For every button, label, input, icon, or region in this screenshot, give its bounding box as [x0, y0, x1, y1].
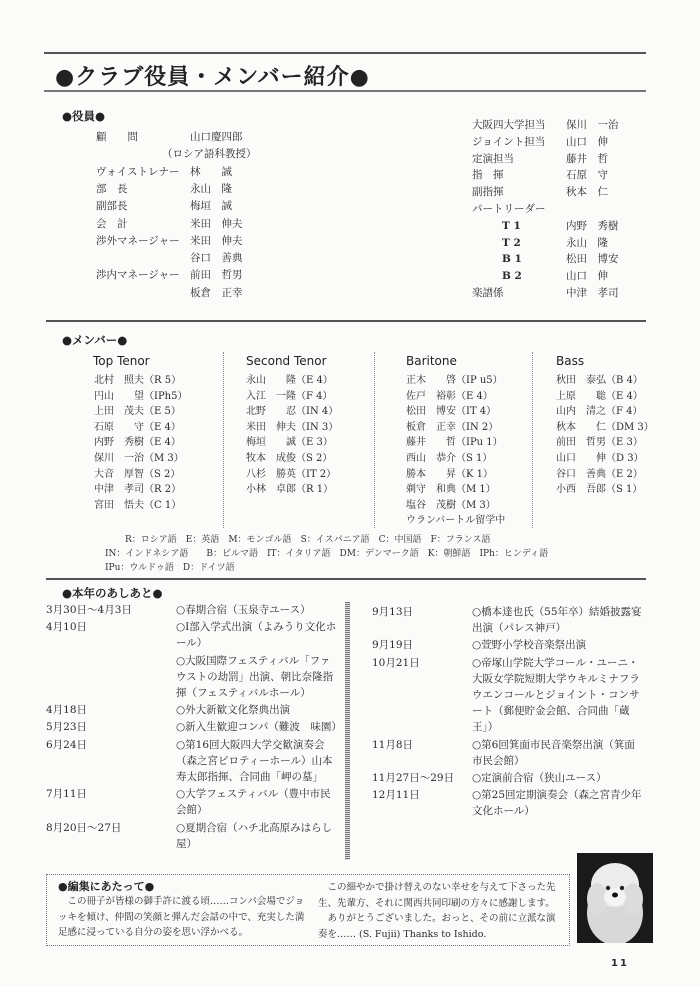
officer-role: 顧 問 — [96, 131, 138, 143]
member-entry: 円山 望（IPh5） — [94, 390, 188, 402]
history-event — [372, 655, 644, 736]
member-entry: 谷口 善典（E 2） — [556, 468, 643, 480]
member-entry: 板倉 正幸（IN 2） — [406, 421, 499, 433]
event-description: ○第25回定期演奏会（森之宮青少年文化ホール） — [472, 789, 642, 818]
event-date: 7月11日 — [46, 788, 88, 801]
member-entry: 大音 厚智（S 2） — [94, 468, 181, 480]
officer-role: ヴォイストレナー — [96, 165, 180, 178]
officer-name: 米田 伸夫 — [190, 217, 243, 230]
language-legend-1: R：ロシア語 E：英語 M：モンゴル語 S：イスパニア語 C：中国語 F：フランス語 — [125, 535, 491, 545]
event-date: 4月18日 — [46, 704, 88, 717]
member-entry: 八杉 勝英（IT 2） — [246, 468, 337, 480]
part-heading: Top Tenor — [93, 354, 150, 368]
part-heading: Baritone — [406, 354, 457, 368]
member-entry: 西山 恭介（S 1） — [406, 453, 493, 464]
editorial-right-text-1: この細やかで掛け替えのない幸せを与えて下さった先生、先輩方、それに関西共同印刷の方々に感謝します。 — [318, 882, 556, 909]
officer-role: B 2 — [502, 270, 522, 283]
member-entry: 山内 清之（F 4） — [556, 406, 643, 418]
officer-name: 山口慶四郎 — [190, 131, 243, 143]
event-date: 3月30日～4月3日 — [46, 604, 132, 616]
member-entry: 永山 隆（E 4） — [246, 375, 333, 386]
member-entry: 北野 忍（IN 4） — [246, 406, 339, 418]
member-entry: 保川 一治（M 3） — [94, 453, 184, 464]
history-event — [46, 719, 342, 735]
member-entry: 藤井 哲（IPu 1） — [406, 437, 503, 449]
history-event — [46, 653, 338, 702]
history-event — [46, 786, 338, 818]
officer-name: 中津 孝司 — [566, 287, 619, 299]
history-event — [372, 637, 644, 653]
event-description: ○橋本達也氏（55年卒）結婚披露宴出演（パレス神戸） — [472, 606, 642, 635]
member-entry: 塩谷 茂樹（M 3） — [406, 499, 496, 511]
event-date: 11月8日 — [372, 738, 414, 751]
event-date: 6月24日 — [46, 738, 88, 751]
part-heading: Bass — [556, 354, 585, 368]
officer-name: 山口 伸 — [566, 135, 608, 148]
event-description: ○第16回大阪四大学交歓演奏会（森之宮ピロティーホール）山本寿太郎指揮、合同曲「岬の墓」 — [176, 738, 333, 783]
member-entry: 牧本 成俊（S 2） — [246, 453, 333, 464]
column-divider — [374, 352, 375, 528]
top-rule — [44, 52, 646, 54]
member-entry: 松田 博安（IT 4） — [406, 406, 497, 418]
officer-role: 渉内マネージャー — [96, 269, 180, 282]
officer-role: 副部長 — [96, 200, 128, 213]
event-description: ○春期合宿（玉泉寺ユース） — [176, 604, 311, 616]
title-rule — [44, 90, 646, 92]
event-date: 8月20日～27日 — [46, 821, 122, 834]
editorial-left-text: この冊子が皆様の御手許に渡る頃……コンパ会場でジョッキを傾け、仲間の笑顔と弾んだ会話の中で、充実した満足感に浸っている自分の姿を思い浮かべる。 — [58, 896, 305, 938]
officer-name: 内野 秀樹 — [566, 219, 619, 232]
member-entry: 上原 聡（E 4） — [556, 390, 643, 402]
event-description: ○帝塚山学院大学コール・ユーニ・大阪女学院短期大学ウキルミナフラウエンコールとジョイント・コンサート（郵便貯金会館、合同曲「蔵王」） — [472, 656, 640, 734]
member-entry: 小西 吾郎（S 1） — [556, 484, 643, 496]
members-rule — [46, 578, 646, 580]
page-title: ●クラブ役員・メンバー紹介● — [55, 65, 370, 90]
member-entry: 小林 卓郎（R 1） — [246, 484, 334, 496]
history-event — [46, 820, 338, 850]
event-date: 9月19日 — [372, 639, 414, 652]
event-date: 11月27日～29日 — [372, 772, 455, 784]
officers-heading: ●役員● — [62, 109, 106, 123]
event-date: 10月21日 — [372, 656, 420, 669]
event-description: ○萱野小学校音楽祭出演 — [472, 639, 587, 652]
member-entry: 内野 秀樹（E 4） — [94, 437, 181, 449]
officer-role: 副指揮 — [472, 186, 504, 199]
officer-role: 楽譜係 — [472, 287, 504, 299]
column-divider — [532, 352, 533, 528]
member-entry: 剃守 和典（M 1） — [406, 484, 496, 496]
member-entry: 梅垣 誠（E 3） — [246, 437, 333, 449]
officer-role: ジョイント担当 — [472, 135, 546, 148]
member-entry: 前田 哲男（E 3） — [556, 437, 643, 449]
history-event — [372, 737, 644, 769]
event-description: ○新入生歓迎コンパ（難波 味園） — [176, 721, 342, 734]
member-entry: 正木 啓（IP u5） — [406, 375, 503, 386]
history-event — [372, 770, 644, 786]
history-event — [372, 604, 644, 636]
history-event — [46, 619, 338, 651]
history-event — [372, 787, 644, 819]
member-entry: 石原 守（E 4） — [94, 421, 181, 433]
officer-name: 林 誠 — [190, 165, 232, 178]
member-entry: 上田 茂夫（E 5） — [94, 406, 181, 418]
event-description: ○Ⅰ部入学式出演（よみうり文化ホール） — [176, 621, 337, 650]
editorial-heading: ●編集にあたって● — [58, 880, 155, 893]
officer-role: B 1 — [502, 253, 522, 266]
officer-name: 前田 哲男 — [190, 269, 243, 282]
history-event — [46, 602, 338, 618]
officer-name: 秋本 仁 — [566, 186, 608, 199]
member-entry: 中津 孝司（R 2） — [94, 484, 182, 496]
event-description: ○大学フェスティバル（豊中市民会館） — [176, 788, 331, 817]
officer-name: 松田 博安 — [566, 253, 619, 266]
event-date: 12月11日 — [372, 789, 420, 802]
member-entry: 宮田 悟夫（C 1） — [94, 499, 182, 511]
officer-role: 大阪四大学担当 — [472, 119, 546, 131]
officer-name: 谷口 善典 — [190, 252, 243, 265]
language-legend-3: IPu：ウルドゥ語 D：ドイツ語 — [105, 563, 235, 573]
event-description: ○外大新歓文化祭典出演 — [176, 704, 291, 717]
poodle-photo-icon — [577, 853, 653, 943]
officer-name: 山口 伸 — [566, 270, 608, 283]
officers-rule — [46, 320, 646, 322]
editorial-right-text-2: ありがとうございました。おっと、その前に立派な演奏を…… (S. Fujii) Thanks to Ishido. — [318, 913, 556, 940]
language-legend-2: IN：インドネシア語 B：ビルマ語 IT：イタリア語 DM：デンマーク語 K：朝鮮語 IPh：ヒンディ語 — [105, 549, 549, 559]
history-heading: ●本年のあしあと● — [62, 586, 163, 600]
officer-role: 部 長 — [96, 182, 128, 195]
officer-name: 永山 隆 — [566, 236, 608, 249]
officer-name: 石原 守 — [566, 169, 608, 182]
officer-role: パートリーダー — [472, 203, 546, 215]
event-description: ○大阪国際フェスティバル「ファウストの劫罰」出演、朝比奈隆指揮（フェスティバルホール） — [176, 654, 334, 699]
history-event — [46, 737, 338, 786]
event-date: 5月23日 — [46, 721, 88, 734]
officer-name: 藤井 哲 — [566, 152, 608, 165]
officer-role: 渉外マネージャー — [96, 234, 180, 247]
event-date: 4月10日 — [46, 621, 88, 634]
member-entry: 山口 伸（D 3） — [556, 453, 644, 464]
member-entry: 米田 伸夫（IN 3） — [246, 421, 339, 433]
member-entry: 北村 照夫（R 5） — [94, 375, 182, 386]
member-entry: 勝本 昇（K 1） — [406, 468, 494, 480]
members-heading: ●メンバー● — [62, 333, 128, 347]
officer-name: 米田 伸夫 — [190, 234, 243, 247]
history-divider — [345, 602, 350, 860]
officer-role: T 1 — [502, 219, 521, 232]
member-entry: 秋田 泰弘（B 4） — [556, 375, 643, 386]
part-heading: Second Tenor — [246, 354, 327, 368]
officer-role: T 2 — [502, 236, 521, 249]
member-entry: 秋本 仁（DM 3） — [556, 421, 654, 433]
member-entry: 入江 一隆（F 4） — [246, 390, 333, 402]
event-description: ○第6回箕面市民音楽祭出演（箕面市民会館） — [472, 738, 635, 767]
officer-name: 梅垣 誠 — [190, 200, 232, 213]
event-description: ○定演前合宿（狭山ユース） — [472, 772, 607, 784]
member-entry: ウランバートル留学中 — [406, 515, 506, 527]
history-event — [46, 702, 338, 718]
event-description: ○夏期合宿（ハチ北高原みはらし屋） — [176, 821, 333, 850]
officer-role: 指 揮 — [472, 169, 504, 182]
event-date: 9月13日 — [372, 606, 414, 618]
officer-role: 定演担当 — [472, 152, 514, 165]
officer-name: （ロシア語科教授） — [162, 148, 257, 161]
officer-name: 保川 一治 — [566, 119, 619, 131]
officer-name: 板倉 正幸 — [190, 286, 243, 299]
column-divider — [223, 352, 224, 528]
officer-role: 会 計 — [96, 217, 128, 230]
page-number: 11 — [611, 958, 629, 969]
member-entry: 佐戸 裕彰（E 4） — [406, 390, 493, 402]
officer-name: 永山 隆 — [190, 182, 232, 195]
